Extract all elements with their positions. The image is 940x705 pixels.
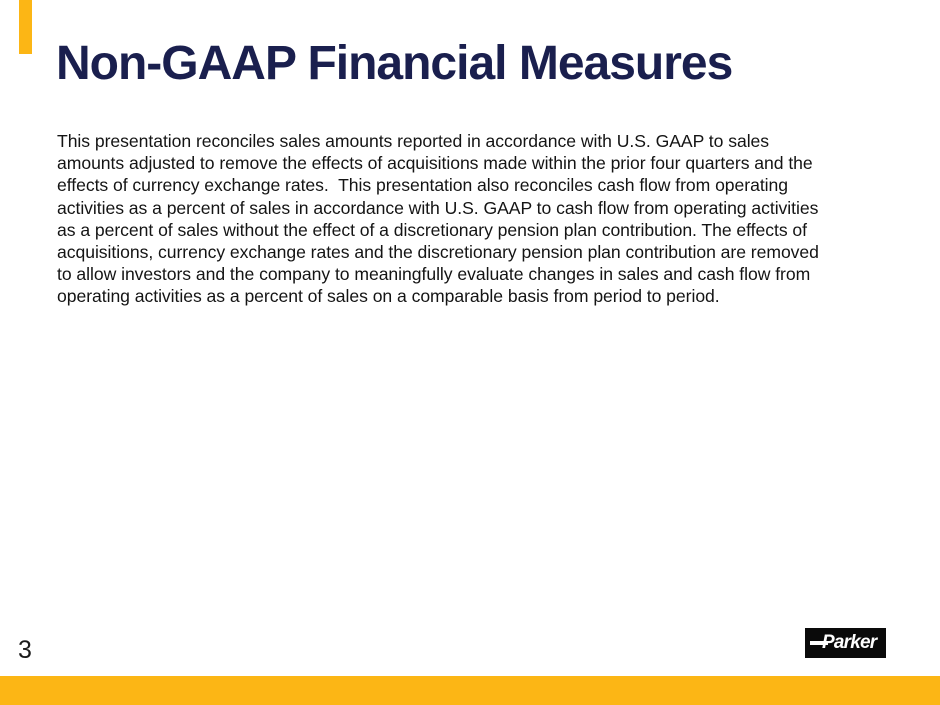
top-left-accent-bar [19,0,32,54]
body-line: amounts adjusted to remove the effects of acquisitions made within the prior four quarters and the [57,153,813,174]
body-line: effects of currency exchange rates. This presentation also reconciles cash flow from operating [57,175,788,196]
body-line: to allow investors and the company to meaningfully evaluate changes in sales and cash flow from [57,264,811,285]
body-line: as a percent of sales without the effect of a discretionary pension plan contribution. The effects of [57,219,807,240]
bottom-accent-bar [0,676,940,705]
body-line: This presentation reconciles sales amounts reported in accordance with U.S. GAAP to sales [57,131,770,151]
parker-logo-text: Parker [822,632,877,653]
page-number: 3 [18,636,32,664]
body-paragraph [57,130,897,308]
body-line: activities as a percent of sales in accordance with U.S. GAAP to cash flow from operating activities [57,197,819,218]
parker-logo [805,628,886,658]
body-line: operating activities as a percent of sales on a comparable basis from period to period. [57,286,720,307]
body-line: acquisitions, currency exchange rates and the discretionary pension plan contribution are removed [57,242,819,263]
slide-title: Non-GAAP Financial Measures [56,37,733,90]
